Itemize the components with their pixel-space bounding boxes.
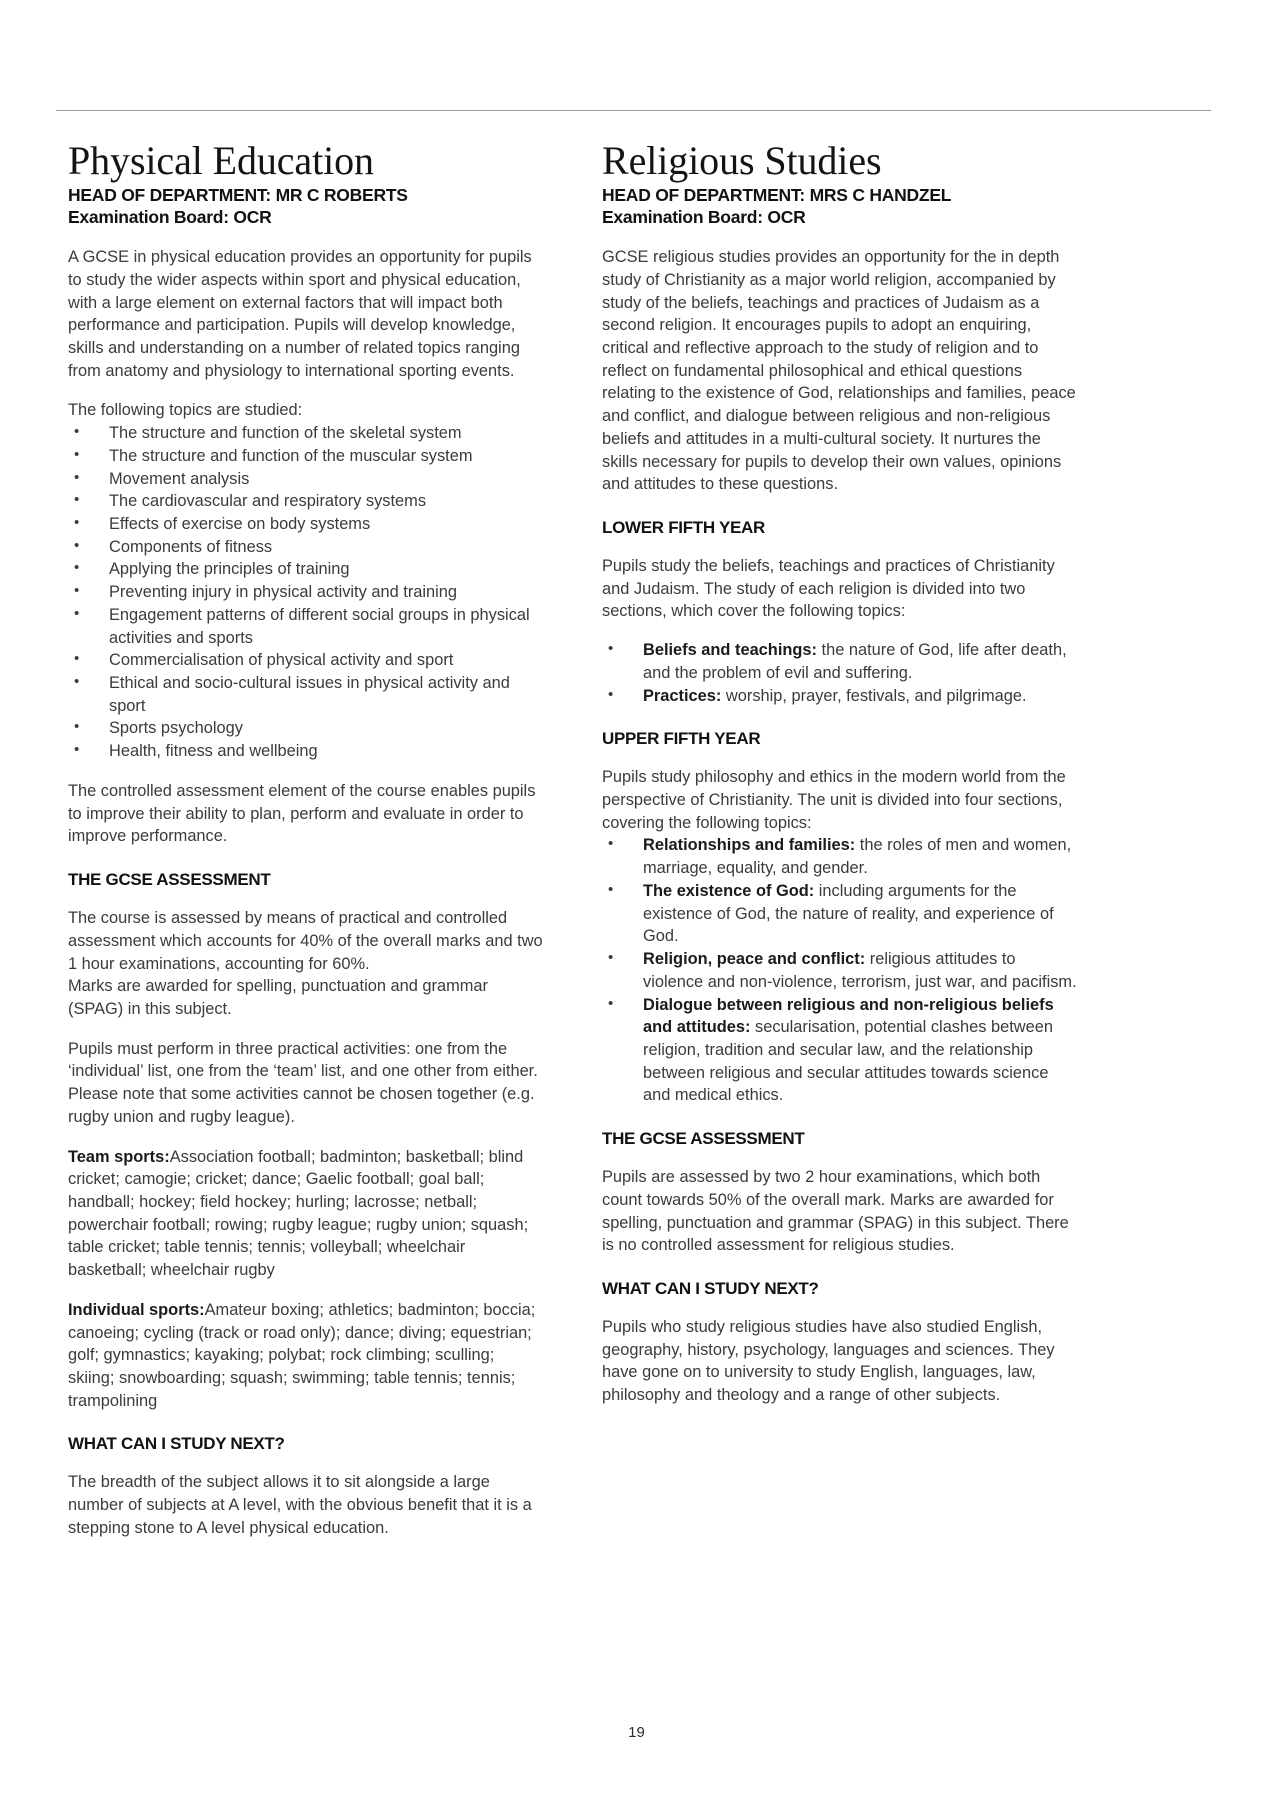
- bullet-icon: •: [74, 514, 80, 531]
- column-religious-studies: [602, 140, 1078, 1407]
- list-item: [68, 536, 544, 559]
- column-physical-education: [68, 140, 544, 1540]
- list-item-label: Beliefs and teachings:: [643, 641, 817, 660]
- list-item: [602, 639, 1078, 684]
- bullet-icon: •: [74, 536, 80, 554]
- list-item: [68, 672, 544, 717]
- bullet-icon: •: [608, 880, 614, 898]
- bullet-icon: •: [74, 559, 80, 577]
- list-item: [68, 740, 544, 763]
- upper-fifth-paragraph: Pupils study philosophy and ethics in the modern world from the perspective of Christianity. The unit is divided into four sections, covering the following topics:: [602, 768, 1066, 832]
- individual-sports-label: Individual sports:: [68, 1300, 205, 1319]
- list-item-description: the nature of God, life after death, and the problem of evil and suffering.: [643, 641, 1067, 682]
- team-sports-paragraph: [68, 1146, 544, 1282]
- list-item: [602, 994, 1078, 1108]
- list-item-description: secularisation, potential clashes between religion, tradition and secular law, and the relationship between religious and secular attitudes towards science and medical ethics.: [643, 1018, 1053, 1105]
- assessment-paragraph-1-pe: The course is assessed by means of practical and controlled assessment which accounts for 40% of the overall marks and two 1 hour examinations, accounting for 60%.: [68, 909, 543, 973]
- bullet-icon: •: [74, 673, 80, 691]
- list-item-label: Preventing injury in physical activity and training: [109, 583, 458, 602]
- controlled-assessment-paragraph: The controlled assessment element of the course enables pupils to improve their ability to plan, perform and evaluate in order to improve performance.: [68, 781, 536, 846]
- list-item-label: Relationships and families:: [643, 836, 856, 855]
- bullet-icon: •: [74, 718, 80, 736]
- list-item: [68, 717, 544, 740]
- page-title-religious-studies: Religious Studies: [602, 138, 882, 183]
- page-number: 19: [628, 1724, 645, 1741]
- what-next-paragraph-rs: Pupils who study religious studies have also studied English, geography, history, psychology, languages and sciences. They have gone on to university to study English, languages, law, philosophy and theology and a range of other subjects.: [602, 1317, 1055, 1405]
- list-item: [68, 445, 544, 468]
- list-item-label: Dialogue between religious and non-religious beliefs and attitudes:: [643, 995, 1054, 1037]
- two-column-body: [68, 140, 1208, 1540]
- lower-fifth-topics-list: [602, 639, 1078, 707]
- list-item: [68, 581, 544, 604]
- list-item-label: The cardiovascular and respiratory systems: [109, 492, 427, 511]
- list-item-label: Effects of exercise on body systems: [109, 515, 371, 533]
- bullet-icon: •: [74, 491, 80, 509]
- bullet-icon: •: [74, 604, 80, 622]
- bullet-icon: •: [74, 423, 80, 441]
- list-item-label: Commercialisation of physical activity and sport: [109, 651, 454, 670]
- section-heading-gcse-assessment-pe: THE GCSE ASSESSMENT: [68, 870, 271, 890]
- section-heading-gcse-assessment-rs: THE GCSE ASSESSMENT: [602, 1129, 805, 1149]
- list-item-label: Engagement patterns of different social groups in physical activities and sports: [109, 605, 530, 647]
- header-divider: [56, 110, 1211, 111]
- list-item-label: Health, fitness and wellbeing: [109, 742, 318, 761]
- intro-paragraph-physical-education: A GCSE in physical education provides an opportunity for pupils to study the wider aspects within sport and physical education, with a large element on external factors that will impact both performance and participation. Pupils will develop knowledge, skills and understanding on a number of related topics ranging from anatomy and physiology to international sporting events.: [68, 248, 532, 380]
- list-item-description: religious attitudes to violence and non-violence, terrorism, just war, and pacifism.: [643, 950, 1077, 991]
- list-item-description: including arguments for the existence of God, the nature of reality, and experience of God.: [643, 881, 1054, 946]
- list-item-label: The structure and function of the skeletal system: [109, 424, 462, 443]
- pe-topics-list: [68, 422, 544, 763]
- list-item-label: The structure and function of the muscular system: [109, 446, 473, 465]
- bullet-icon: •: [608, 835, 614, 853]
- head-of-department-religious-studies: HEAD OF DEPARTMENT: MRS C HANDZEL: [602, 184, 952, 205]
- list-item-label: Components of fitness: [109, 537, 273, 556]
- list-item-label: Applying the principles of training: [109, 560, 350, 579]
- list-item: [602, 685, 1078, 708]
- bullet-icon: •: [74, 741, 80, 759]
- list-item: [68, 468, 544, 491]
- list-item: [68, 513, 544, 536]
- list-item-description: worship, prayer, festivals, and pilgrimage.: [721, 686, 1027, 705]
- head-of-department-physical-education: HEAD OF DEPARTMENT: MR C ROBERTS: [68, 184, 408, 205]
- bullet-icon: •: [608, 949, 614, 967]
- assessment-paragraph-rs: Pupils are assessed by two 2 hour examinations, which both count towards 50% of the overall mark. Marks are awarded for spelling, punctuation and grammar (SPAG) in this subject. There is no controlled assessment for religious studies.: [602, 1168, 1069, 1255]
- team-sports-list: Association football; badminton; basketball; blind cricket; camogie; cricket; dance; Gaelic football; goal ball; handball; hockey; field hockey; hurling; lacrosse; netball; powerchair football; rowing; rugby league; rugby union; squash; table cricket; table tennis; tennis; volleyball; wheelchair basketball; wheelchair rugby: [68, 1147, 529, 1280]
- examination-board-religious-studies: Examination Board: OCR: [602, 207, 806, 228]
- list-item: [602, 948, 1078, 993]
- bullet-icon: •: [74, 582, 80, 600]
- list-item-description: the roles of men and women, marriage, equality, and gender.: [643, 836, 1072, 878]
- section-heading-upper-fifth-year: UPPER FIFTH YEAR: [602, 729, 761, 749]
- intro-paragraph-religious-studies: GCSE religious studies provides an opportunity for the in depth study of Christianity as a major world religion, accompanied by study of the beliefs, teachings and practices of Judaism as a second religion. It encourages pupils to adopt an enquiring, critical and reflective approach to the study of religion and to reflect on fundamental philosophical and ethical questions relating to the existence of God, relationships and families, peace and conflict, and dialogue between religious and non-religious beliefs and attitudes in a multi-cultural society. It nurtures the skills necessary for pupils to develop their own values, opinions and attitudes to these questions.: [602, 248, 1076, 494]
- bullet-icon: •: [74, 468, 80, 486]
- individual-sports-paragraph: [68, 1299, 544, 1413]
- list-item: [68, 604, 544, 649]
- list-item: [68, 422, 544, 445]
- assessment-paragraph-2-pe: Marks are awarded for spelling, punctuation and grammar (SPAG) in this subject.: [68, 977, 488, 1018]
- section-heading-what-next-pe: WHAT CAN I STUDY NEXT?: [68, 1434, 285, 1454]
- practical-activities-paragraph: Pupils must perform in three practical activities: one from the ‘individual’ list, one from the ‘team’ list, and one other from either. Please note that some activities cannot be chosen together (e.g. rugby union and rugby league).: [68, 1039, 538, 1126]
- bullet-icon: •: [608, 994, 614, 1012]
- list-item-label: Ethical and socio-cultural issues in physical activity and sport: [109, 674, 510, 715]
- list-item: [68, 490, 544, 513]
- page-title-physical-education: Physical Education: [68, 138, 374, 183]
- list-item-label: Movement analysis: [109, 469, 250, 488]
- topics-intro-label: The following topics are studied:: [68, 401, 303, 420]
- team-sports-label: Team sports:: [68, 1147, 170, 1166]
- list-item-label: Religion, peace and conflict:: [643, 950, 866, 969]
- bullet-icon: •: [608, 640, 614, 658]
- list-item: [602, 880, 1078, 948]
- list-item: [602, 834, 1078, 879]
- examination-board-physical-education: Examination Board: OCR: [68, 207, 272, 228]
- list-item-label: Sports psychology: [109, 719, 243, 738]
- bullet-icon: •: [74, 650, 80, 668]
- lower-fifth-paragraph: Pupils study the beliefs, teachings and practices of Christianity and Judaism. The study of each religion is divided into two sections, which cover the following topics:: [602, 557, 1055, 621]
- list-item-label: The existence of God:: [643, 881, 815, 900]
- list-item-label: Practices:: [643, 686, 722, 705]
- list-item: [68, 558, 544, 581]
- list-item: [68, 649, 544, 672]
- section-heading-lower-fifth-year: LOWER FIFTH YEAR: [602, 518, 765, 537]
- individual-sports-list: Amateur boxing; athletics; badminton; boccia; canoeing; cycling (track or road only); dance; diving; equestrian; golf; gymnastics; kayaking; polybat; rock climbing; sculling; skiing; snowboarding; squash; swimming; table tennis; tennis; trampolining: [68, 1300, 536, 1410]
- what-next-paragraph-pe: The breadth of the subject allows it to sit alongside a large number of subjects at A level, with the obvious benefit that it is a stepping stone to A level physical education.: [68, 1473, 532, 1537]
- upper-fifth-topics-list: [602, 834, 1078, 1107]
- section-heading-what-next-rs: WHAT CAN I STUDY NEXT?: [602, 1278, 819, 1298]
- bullet-icon: •: [74, 445, 80, 463]
- bullet-icon: •: [608, 685, 614, 703]
